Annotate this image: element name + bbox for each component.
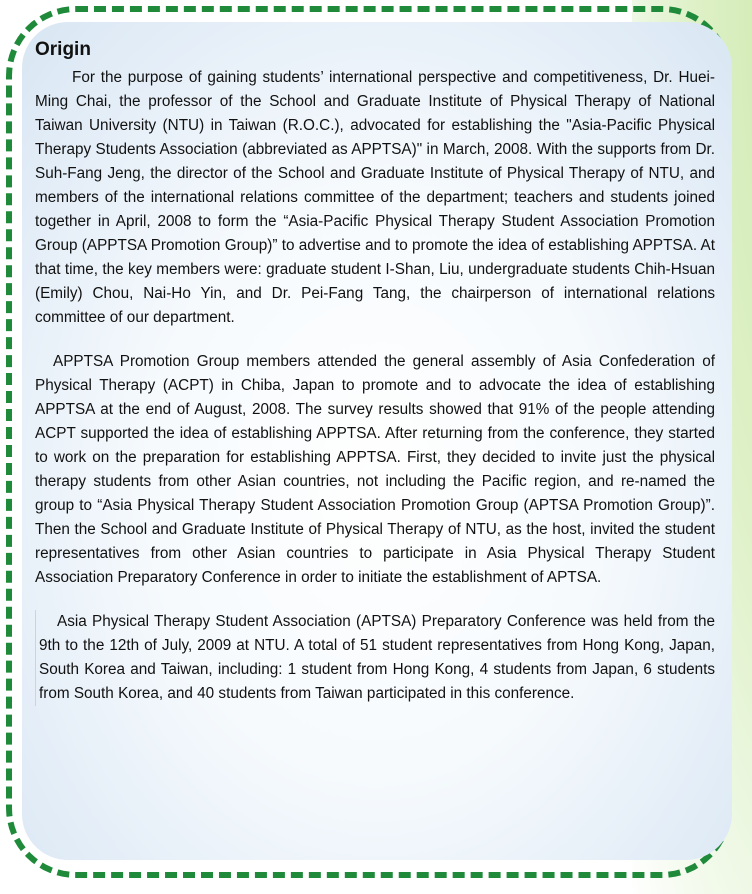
paragraph-block [35, 610, 715, 706]
article [35, 38, 715, 706]
section-title: Origin [35, 39, 91, 60]
paragraph-promotion-group: APPTSA Promotion Group members attended the general assembly of Asia Confederation of Physical Therapy (ACPT) in Chiba, Japan to promote and to advocate the idea of establishing APPTSA at the end of August, 2008. The survey results showed that 91% of the people attending ACPT supported the idea of establishing APPTSA. After returning from the conference, they started to work on the preparation for establishing APPTSA. First, they decided to invite just the physical therapy students from other Asian countries, not including the Pacific region, and re-named the group to “Asia Physical Therapy Student Association Promotion Group (APTSA Promotion Group)”. Then the School and Graduate Institute of Physical Therapy of NTU, as the host, invited the student representatives from other Asian countries to participate in Asia Physical Therapy Student Association Preparatory Conference in order to initiate the establishment of APTSA. [35, 353, 715, 586]
paragraph-preparatory-conference: Asia Physical Therapy Student Association (APTSA) Preparatory Conference was held from the 9th to the 12th of July, 2009 at NTU. A total of 51 student representatives from Hong Kong, Japan, South Korea and Taiwan, including: 1 student from Hong Kong, 4 students from Japan, 6 students from South Korea, and 40 students from Taiwan participated in this conference. [39, 613, 715, 702]
paragraph-origin: For the purpose of gaining students’ international perspective and competitiveness, Dr. Huei-Ming Chai, the professor of the School and Graduate Institute of Physical Therapy of National Taiwan University (NTU) in Taiwan (R.O.C.), advocated for establishing the "Asia-Pacific Physical Therapy Students Association (abbreviated as APPTSA)" in March, 2008. With the supports from Dr. Suh-Fang Jeng, the director of the School and Graduate Institute of Physical Therapy of NTU, and members of the international relations committee of the department; teachers and students joined together in April, 2008 to form the “Asia-Pacific Physical Therapy Student Association Promotion Group (APPTSA Promotion Group)” to advertise and to promote the idea of establishing APPTSA. At that time, the key members were: graduate student I-Shan, Liu, undergraduate students Chih-Hsuan (Emily) Chou, Nai-Ho Yin, and Dr. Pei-Fang Tang, the chairperson of international relations committee of our department. [35, 69, 715, 326]
